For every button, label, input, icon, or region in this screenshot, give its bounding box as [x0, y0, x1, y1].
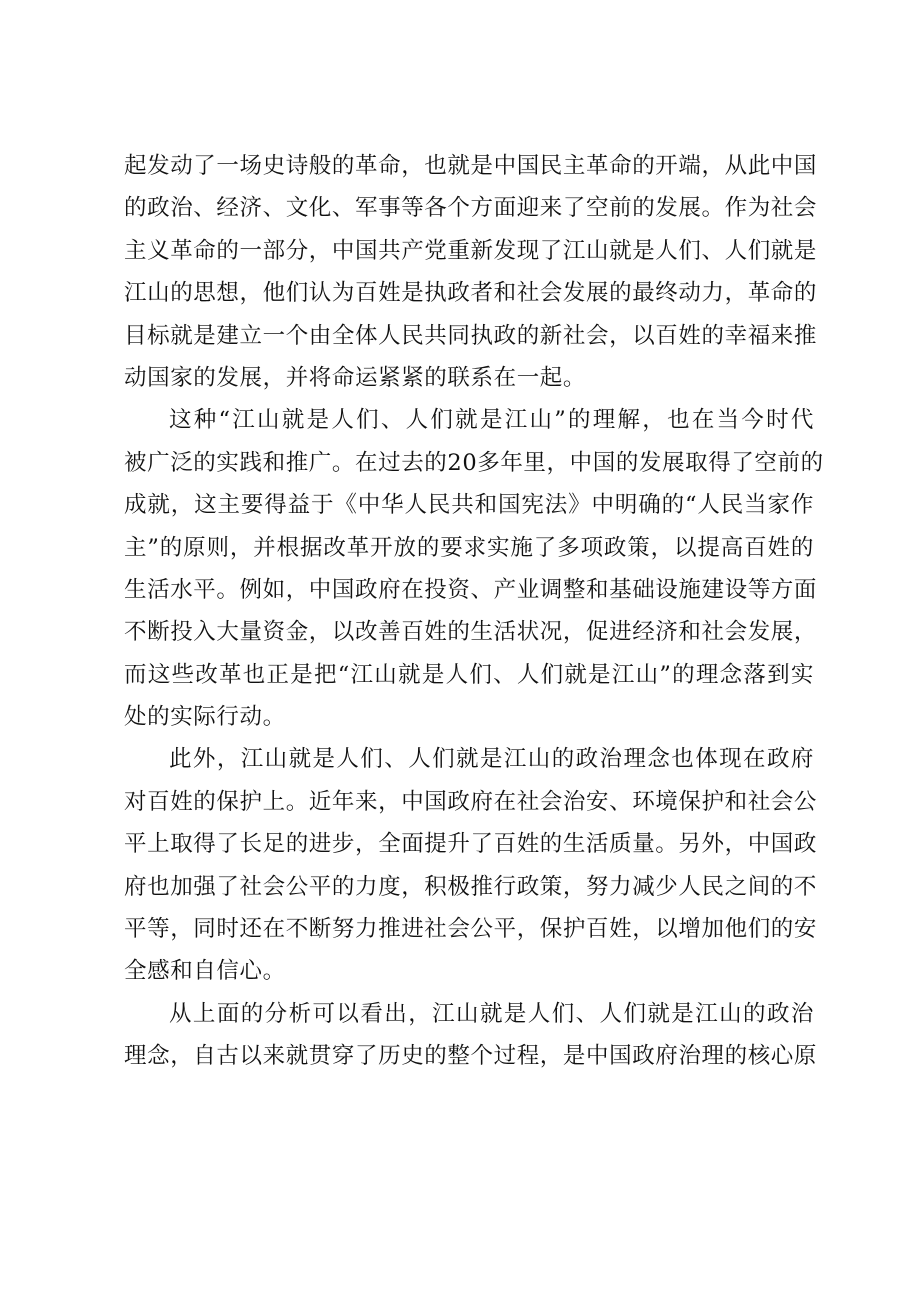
text-line: 成就，这主要得益于《中华人民共和国宪法》中明确的“人民当家作: [124, 492, 814, 519]
text-line: 此外，江山就是人们、人们就是江山的政治理念也体现在政府: [169, 746, 814, 773]
text-line: 主”的原则，并根据改革开放的要求实施了多项政策，以提高百姓的: [124, 534, 814, 561]
text-line: 处的实际行动。: [124, 704, 286, 731]
paragraph-3: [124, 738, 818, 992]
text-line: 平等，同时还在不断努力推进社会公平，保护百姓，以增加他们的安: [124, 916, 818, 943]
text-line: 生活水平。例如，中国政府在投资、产业调整和基础设施建设等方面: [124, 576, 818, 603]
text-line: 不断投入大量资金，以改善百姓的生活状况，促进经济和社会发展，: [124, 619, 818, 646]
text-line: 从上面的分析可以看出，江山就是人们、人们就是江山的政治: [169, 1000, 814, 1027]
text-line: 主义革命的一部分，中国共产党重新发现了江山就是人们、人们就是: [124, 237, 818, 264]
body-text: [124, 145, 824, 1078]
text-line: 理念，自古以来就贯穿了历史的整个过程，是中国政府治理的核心原: [124, 1043, 818, 1070]
paragraph-2: [124, 399, 824, 738]
text-line: 府也加强了社会公平的力度，积极推行政策，努力减少人民之间的不: [124, 873, 818, 900]
paragraph-1: [124, 145, 818, 399]
text-line: 而这些改革也正是把“江山就是人们、人们就是江山”的理念落到实: [124, 661, 814, 688]
text-line: 被广泛的实践和推广。在过去的20多年里，中国的发展取得了空前的: [124, 449, 824, 476]
text-line: 全感和自信心。: [124, 958, 286, 985]
text-line: 起发动了一场史诗般的革命，也就是中国民主革命的开端，从此中国: [124, 153, 818, 179]
paragraph-4: [124, 993, 818, 1078]
text-line: 平上取得了长足的进步，全面提升了百姓的生活质量。另外，中国政: [124, 831, 818, 858]
text-line: 动国家的发展，并将命运紧紧的联系在一起。: [124, 364, 587, 391]
text-line: 对百姓的保护上。近年来，中国政府在社会治安、环境保护和社会公: [124, 788, 818, 815]
text-line: 这种“江山就是人们、人们就是江山”的理解，也在当今时代: [169, 407, 814, 434]
text-line: 的政治、经济、文化、军事等各个方面迎来了空前的发展。作为社会: [124, 195, 818, 222]
text-line: 江山的思想，他们认为百姓是执政者和社会发展的最终动力，革命的: [124, 280, 818, 307]
text-line: 目标就是建立一个由全体人民共同执政的新社会，以百姓的幸福来推: [124, 322, 818, 349]
